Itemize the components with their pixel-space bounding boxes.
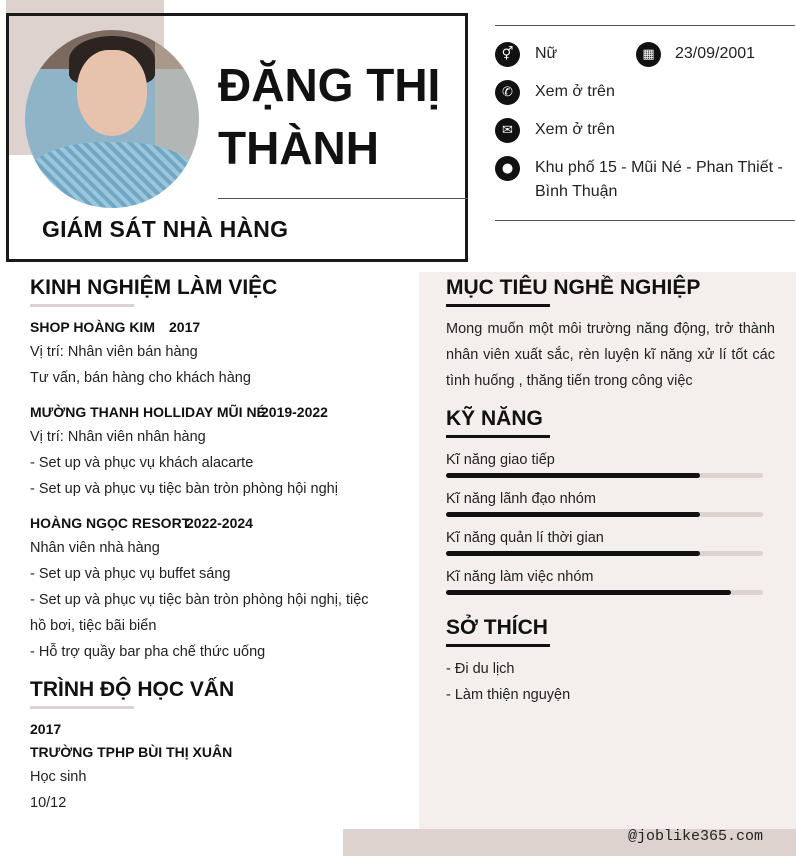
job-1-line: Tư vấn, bán hàng cho khách hàng [30, 370, 251, 386]
objective-title: MỤC TIÊU NGHỀ NGHIỆP [446, 276, 701, 299]
skill-bar-fill [446, 590, 731, 595]
skill-bar-fill [446, 551, 700, 556]
calendar-icon: ▦ [636, 42, 661, 67]
education-school: TRƯỜNG TPHP BÙI THỊ XUÂN [30, 744, 233, 760]
job-2-line: - Set up và phục vụ khách alacarte [30, 455, 254, 471]
education-grade: 10/12 [30, 795, 67, 811]
job-3-line: hồ bơi, tiệc bãi biển [30, 618, 157, 634]
job-1-period: 2017 [169, 319, 201, 335]
skill-label: Kĩ năng lãnh đạo nhóm [446, 491, 596, 507]
skill-bar [446, 551, 763, 556]
skill-bar [446, 590, 763, 595]
hobby-item: - Đi du lịch [446, 661, 515, 677]
candidate-name [218, 54, 458, 180]
education-title: TRÌNH ĐỘ HỌC VẤN [30, 678, 235, 701]
mail-icon: ✉ [495, 118, 520, 143]
skill-bar-fill [446, 512, 700, 517]
education-role: Học sinh [30, 769, 87, 785]
experience-title: KINH NGHIỆM LÀM VIỆC [30, 276, 278, 299]
contact-divider-bottom [495, 220, 795, 221]
hobbies-title: SỞ THÍCH [446, 616, 548, 639]
skill-label: Kĩ năng làm việc nhóm [446, 569, 594, 585]
skill-label: Kĩ năng giao tiếp [446, 452, 555, 468]
skills-title: KỸ NĂNG [446, 407, 543, 430]
job-3-line: Nhân viên nhà hàng [30, 540, 160, 556]
phone-value: Xem ở trên [535, 83, 615, 100]
job-3-company: HOÀNG NGỌC RESORT [30, 515, 191, 531]
job-3-line: - Set up và phục vụ buffet sáng [30, 566, 231, 582]
job-1-line: Vị trí: Nhân viên bán hàng [30, 344, 198, 360]
education-underline [30, 706, 134, 709]
profile-photo [25, 30, 199, 208]
skills-underline [446, 435, 550, 438]
gender-icon: ⚥ [495, 42, 520, 67]
email-value: Xem ở trên [535, 121, 615, 138]
job-2-line: - Set up và phục vụ tiệc bàn tròn phòng hội nghị [30, 481, 338, 497]
experience-underline [30, 304, 134, 307]
skill-bar [446, 473, 763, 478]
address-line-2: Bình Thuận [535, 183, 618, 200]
name-line-2: THÀNH [218, 122, 379, 174]
header-divider [218, 198, 468, 199]
phone-icon: ✆ [495, 80, 520, 105]
job-2-period: 2019-2022 [261, 404, 328, 420]
location-icon: ● [495, 156, 520, 181]
birthday-value: 23/09/2001 [675, 45, 756, 62]
job-1-company: SHOP HOÀNG KIM [30, 319, 155, 335]
job-2-company: MƯỜNG THANH HOLLIDAY MŨI NÉ [30, 404, 266, 420]
name-line-1: ĐẶNG THỊ [218, 59, 441, 111]
hobby-item: - Làm thiện nguyện [446, 687, 571, 703]
footer-handle: @joblike365.com [628, 828, 764, 845]
hobbies-underline [446, 644, 550, 647]
job-title: GIÁM SÁT NHÀ HÀNG [42, 216, 289, 242]
job-3-line: - Set up và phục vụ tiệc bàn tròn phòng hội nghị, tiệc [30, 592, 369, 608]
job-3-line: - Hỗ trợ quầy bar pha chế thức uống [30, 644, 266, 660]
education-year: 2017 [30, 721, 62, 737]
job-2-line: Vị trí: Nhân viên nhân hàng [30, 429, 206, 445]
objective-text: Mong muốn một môi trường năng động, trở thành nhân viên xuất sắc, rèn luyện kĩ năng xử lí tốt các tình huống , thăng tiến trong công việc [446, 321, 775, 389]
gender-value: Nữ [535, 45, 558, 62]
contact-divider-top [495, 25, 795, 26]
objective-underline [446, 304, 550, 307]
job-3-period: 2022-2024 [186, 515, 253, 531]
skill-bar [446, 512, 763, 517]
skill-bar-fill [446, 473, 700, 478]
skill-label: Kĩ năng quản lí thời gian [446, 530, 604, 546]
address-line-1: Khu phố 15 - Mũi Né - Phan Thiết - [535, 159, 783, 176]
